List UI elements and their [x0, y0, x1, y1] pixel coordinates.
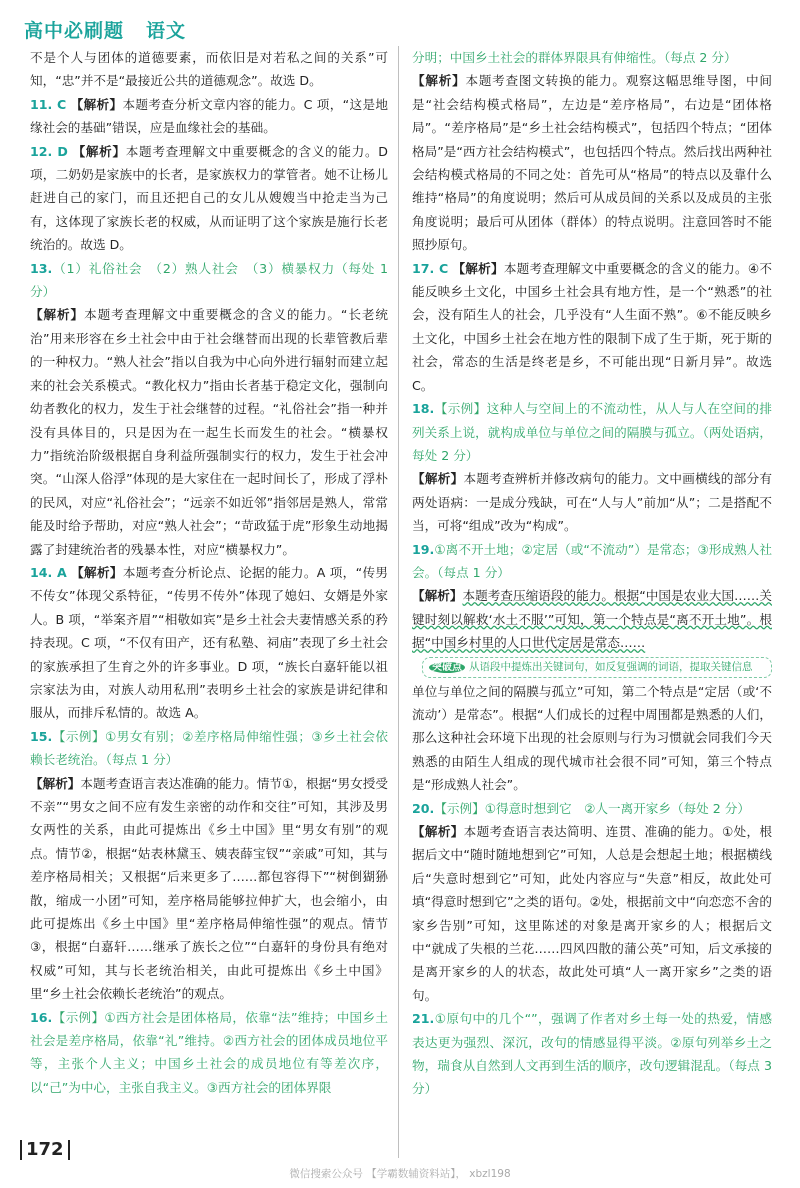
- answer-item: 不是个人与团体的道德要素，而依旧是对若私之间的关系”可知，“忠”并不是“最接近公共的道德观念”。故选 D。: [30, 50, 388, 89]
- subject-label: 语文: [146, 20, 187, 42]
- answer-text: 【示例】这种人与空间上的不流动性，从人与人在空间的排列关系上说，就构成单位与单位之间的隔膜与孤立。（两处语病，每处 2 分）: [412, 401, 772, 463]
- answer-text: ①原句中的几个“”，强调了作者对乡土每一处的热爱，情感表达更为强烈、深沉，改句的情感显得平淡。②原句列举乡土之物，瑞食从自然到人文再到生活的顺序，改句逻辑混乱。（每点 3 分）: [412, 1011, 772, 1097]
- analysis-tag: 【解析】: [30, 307, 85, 323]
- answer-item: [412, 1007, 772, 1101]
- analysis-tag: 【解析】: [70, 96, 123, 112]
- analysis-tag: 【解析】: [452, 260, 504, 276]
- page-header: [24, 16, 186, 43]
- analysis-tag: 【解析】: [412, 73, 466, 89]
- answer-item: 12. D 【解析】本题考查理解文中重要概念的含义的能力。D 项，二奶奶是家族中的长者，是家族权力的掌管者。她不让杨儿赶进自己的家门，而且还把自己的女儿从嫂嫂当中抢走当为己有，这体现了家族长老的权威，从而证明了这个家族是施行长老统治的。故选 D。: [30, 143, 388, 253]
- answer-item: 15.【示例】①男女有别；②差序格局伸缩性强；③乡土社会依赖长老统治。（每点 1 分） 【解析】本题考查语言表达准确的能力。情节①，根据“男女授受不亲”“男女之间不应有发生亲密的动作和交往”可知，其涉及男女两性的关系，由此可提炼出《乡土中国》里“男女有别”的观点。情节②，根据“姑表林黛玉、姨表薛宝钗”“亲戚”可知，其与差序格局相关；又根据“后来更多了……都包容得下”“树倒猢狲散，缩成一小团”可知，差序格局能够拉伸扩大，也会缩小，由此可提炼出《乡土中国》里“差序格局伸缩性强”的观点。情节③，根据“白嘉轩……继承了族长之位”“白嘉轩的身份具有绝对权威”可知，其与长老统治相关，由此可提炼出《乡土中国》里“乡土社会依赖长老统治”的观点。: [30, 728, 388, 1002]
- answer-text: 【示例】①男女有别；②差序格局伸缩性强；③乡土社会依赖长老统治。（每点 1 分）: [30, 728, 388, 768]
- answer-text: （1）礼俗社会 （2）熟人社会 （3）横暴权力（每处 1 分）: [30, 260, 388, 300]
- question-number: 21.: [412, 1011, 435, 1027]
- analysis-tag: 【解析】: [71, 564, 123, 580]
- answer-item: 19.①离不开土地；②定居（或“不流动”）是常态；③形成熟人社会。（每点 1 分） 【解析】本题考查压缩语段的能力。根据“中国是农业大国……关键时刻以解救‘水土不服’”可知，第一个特点是“离不开土地”。根据“中国乡村里的人口世代定居是常态…… 突破点 从语段中提炼出关键词句，如反复强调的词语，提取关键信息 单位与单位之间的隔膜与孤立”可知，第二个特点是“定居（或‘不流动’）是常态”。根据“人们成长的过程中周围都是熟悉的人们，那么这种社会环境下出现的社会原则与行为习惯就会同我们今天熟悉的由陌生人组成的现代城市社会很不同”可知，第三个特点是“形成熟人社会”。: [412, 541, 772, 793]
- right-column: [412, 46, 772, 1101]
- analysis-tag: 【解析】: [412, 824, 464, 839]
- page-number: 172: [20, 1140, 70, 1160]
- question-number: 13.: [30, 260, 53, 276]
- question-number: 20.: [412, 800, 435, 816]
- answer-text: ①离不开土地；②定居（或“不流动”）是常态；③形成熟人社会。（每点 1 分）: [412, 541, 772, 580]
- question-number: 11. C: [30, 96, 67, 112]
- analysis-tag: 【解析】: [412, 588, 463, 604]
- answer-item: 17. C 【解析】本题考查理解文中重要概念的含义的能力。④不能反映乡土文化，中国乡土社会具有地方性，是一个“熟悉”的社会，没有陌生人的社会，几乎没有“人生面不熟”。⑥不能反映乡土文化，中国乡土社会在地方性的限制下成了生于斯，死于斯的社会，常态的生活是终老是乡，不可能出现“日新月异”。故选 C。: [412, 260, 772, 393]
- answer-item: 分明；中国乡土社会的群体界限具有伸缩性。（每点 2 分） 【解析】本题考查图文转换的能力。观察这幅思维导图，中间是“社会结构模式格局”，左边是“差序格局”，右边是“团体格局”。“差序格局”是“乡土社会结构模式”，包括四个特点；“团体格局”是“西方社会结构模式”，也包括四个特点。然后找出两种社会结构模式格局的不同之处：首先可从“格局”的特点以及靠什么维持“格局”的角度说明；然后可从成员间的关系以及成员的主张角度说明；最后可从团体（群体）的特点说明。注意回答时不能照抄原句。: [412, 50, 773, 253]
- question-number: 19.: [412, 541, 435, 557]
- tip-badge: 突破点: [429, 662, 465, 673]
- answer-text: 【示例】①得意时想到它 ②人一离开家乡（每处 2 分）: [434, 800, 750, 816]
- column-divider: [398, 46, 399, 1158]
- question-number: 14. A: [30, 564, 67, 580]
- question-number: 12. D: [30, 143, 68, 159]
- footer-watermark: 微信搜索公众号 【学霸数辅资料站】， xbzl198: [289, 1168, 511, 1180]
- question-number: 17. C: [412, 260, 449, 276]
- answer-item: 18.【示例】这种人与空间上的不流动性，从人与人在空间的排列关系上说，就构成单位与单位之间的隔膜与孤立。（两处语病，每处 2 分） 【解析】本题考查辨析并修改病句的能力。文中画横线的部分有两处语病：一是成分残缺，可在“人与人”前加“从”；二是搭配不当，可将“组成”改为“构成”。: [412, 401, 773, 534]
- question-number: 16.: [30, 1009, 53, 1025]
- analysis-tag: 【解析】: [412, 471, 464, 487]
- answer-item: 14. A 【解析】本题考查分析论点、论据的能力。A 项，“传男不传女”体现父系特征，“传男不传外”体现了媳妇、女婿是外家人。B 项，“举案齐眉”“相敬如宾”是乡土社会夫妻情感关系的矜持表现。C 项，“不仅有田产，还有私塾、祠庙”表现了乡土社会的家族承担了生育之外的许多事业。D 项，“族长白嘉轩能以祖宗家法为由，对族人动用私刑”表明乡土社会的家族是讲纪律和服从，而排斥私情的。故选 A。: [30, 564, 388, 721]
- book-title: 高中必刷题: [24, 20, 125, 42]
- question-number: 15.: [30, 728, 53, 744]
- analysis-tag: 【解析】: [72, 143, 126, 159]
- answer-item: 13.（1）礼俗社会 （2）熟人社会 （3）横暴权力（每处 1 分） 【解析】本题考查理解文中重要概念的含义的能力。“长老统治”用来形容在乡土社会中由于社会继替而出现的长辈管教后辈的一种权力。“熟人社会”指以自我为中心向外进行辐射而建立起来的社会关系模式。“教化权力”指由长者基于稳定文化，强制向幼者教化的权力，发生于社会继替的过程。“礼俗社会”指一种并没有具体目的，只是因为在一起生长而发生的社会。“横暴权力”指统治阶级根据自身利益所强制实行的权力，发生于社会冲突。“山深人俗浮”体现的是大家住在一起时间长了，形成了浮朴的民风，对应“礼俗社会”；“远亲不如近邻”指邻居是熟人，常常能及时给予帮助，对应“熟人社会”；“苛政猛于虎”形象生动地揭露了封建统治者的残暴本性，对应“横暴权力”。: [30, 260, 388, 557]
- answer-text: 【示例】①西方社会是团体格局，依靠“法”维持；中国乡土社会是差序格局，依靠“礼”维持。②西方社会的团体成员地位平等，主张个人主义；中国乡土社会的成员地位有等差次序，以“己”为中心，主张自我主义。③西方社会的团体界限: [30, 1009, 388, 1095]
- tip-box: 突破点 从语段中提炼出关键词句，如反复强调的词语，提取关键信息: [422, 657, 772, 678]
- answer-item: 11. C 【解析】本题考查分析文章内容的能力。C 项，“这是地缘社会的基础”错误，应是血缘社会的基础。: [30, 96, 389, 136]
- answer-item: [30, 1006, 388, 1100]
- left-column: [30, 46, 388, 1099]
- answer-item: 20.【示例】①得意时想到它 ②人一离开家乡（每处 2 分） 【解析】本题考查语言表达简明、连贯、准确的能力。①处，根据后文中“随时随地想到它”可知，人总是会想起土地；根据横线后“失意时想到它”可知，此处内容应与“失意”相反，故此处可填“得意时想到它”之类的语句。②处，根据前文中“向恋恋不舍的家乡告别”可知，这里陈述的对象是离开家乡的人；根据后文中“就成了失根的兰花……四风四散的蒲公英”可知，后文承接的是离开家乡的人的状态，故此处可填“人一离开家乡”之类的语句。: [412, 800, 773, 1003]
- analysis-tag: 【解析】: [30, 775, 81, 791]
- question-number: 18.: [412, 401, 435, 417]
- answer-text: 分明；中国乡土社会的群体界限具有伸缩性。（每点 2 分）: [412, 50, 737, 65]
